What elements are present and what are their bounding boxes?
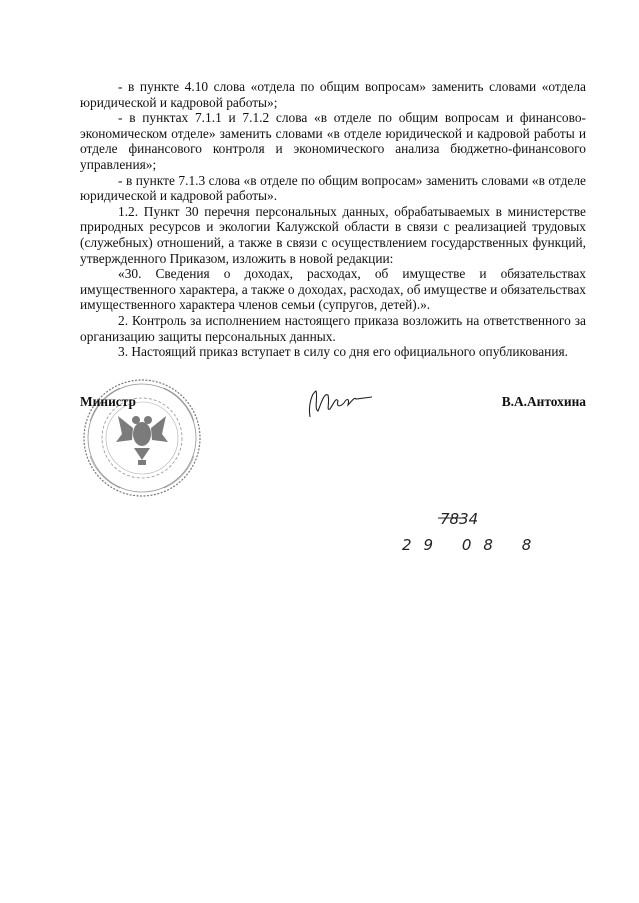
paragraph-3: 3. Настоящий приказ вступает в силу со дня его официального опубликования. bbox=[118, 344, 568, 360]
handwritten-registration-note bbox=[398, 506, 544, 556]
handwritten-signature bbox=[306, 383, 376, 423]
paragraph-item-4-10: - в пункте 4.10 слова «отдела по общим вопросам» заменить словами «отдела юридической и кадровой работы»; bbox=[80, 79, 586, 110]
paragraph-item-7-1-3: - в пункте 7.1.3 слова «в отделе по общим вопросам» заменить словами «в отделе юридической и кадровой работы». bbox=[80, 172, 586, 204]
document-body bbox=[80, 79, 586, 360]
handwritten-number: 7834 bbox=[440, 510, 479, 528]
paragraph-new-edition-30: «30. Сведения о доходах, расходах, об имуществе и обязательствах имущественного характера, а также о доходах, расходах, об имуществе и обязательствах имущественного характера членов семьи (супругов, детей).». bbox=[80, 266, 586, 313]
paragraph-2: 2. Контроль за исполнением настоящего приказа возложить на ответственного за организацию защиты персональных данных. bbox=[80, 312, 586, 344]
paragraph-1-2: 1.2. Пункт 30 перечня персональных данных, обрабатываемых в министерстве природных ресурсов и экологии Калужской области в связи с реализацией трудовых (служебных) отношений, а также в связи с осуществлением государственных функций, утвержденного Приказом, изложить в новой редакции: bbox=[80, 203, 586, 266]
signatory-name: В.А.Антохина bbox=[501, 394, 586, 409]
emblem-eagle-icon bbox=[116, 416, 168, 465]
signatory-position: Министр bbox=[80, 394, 136, 409]
paragraph-item-7-1-1: - в пунктах 7.1.1 и 7.1.2 слова «в отделе по общим вопросам и финансово-экономическом отделе» заменить словами «в отделе юридической и кадровой работы и отделе финансового контроля и экономического анализа бюджетно-финансового управления»; bbox=[80, 110, 586, 172]
handwritten-date: 29 08 8 bbox=[402, 536, 544, 554]
